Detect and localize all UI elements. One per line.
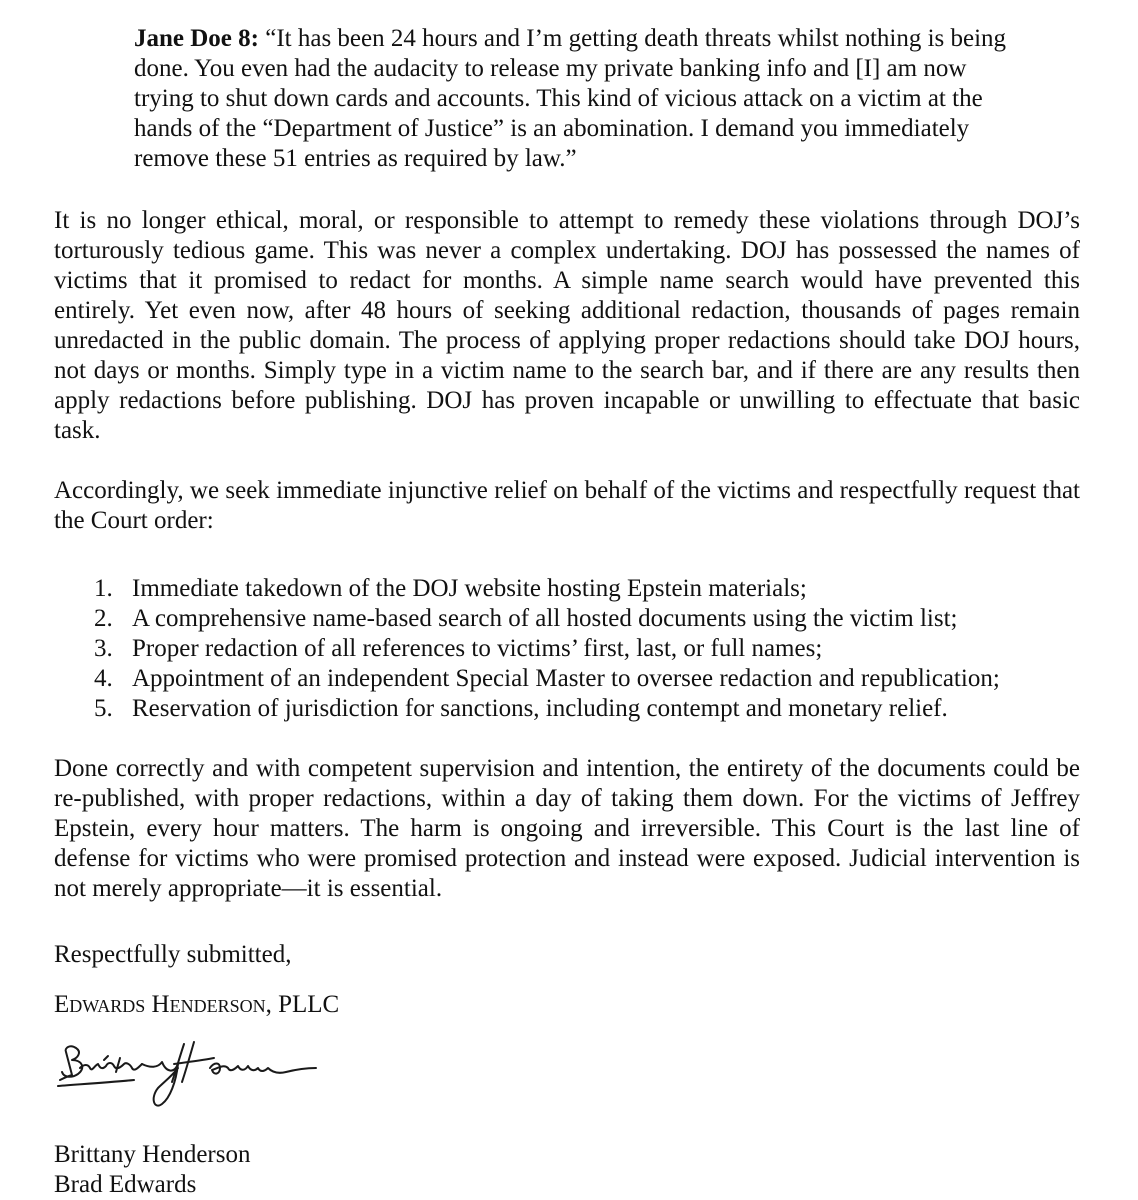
quote-speaker: Jane Doe 8: xyxy=(134,25,259,52)
paragraph-ethics: It is no longer ethical, moral, or responsible to attempt to remedy these violations through DOJ’s torturously tedious game. This was never a complex undertaking. DOJ has possessed the names of victims that it promised to redact for months. A simple name search would have prevented this entirely. Yet even now, after 48 hours of seeking additional redaction, thousands of pages remain unredacted in the public domain. The process of applying proper redactions should take DOJ hours, not days or months. Simply type in a victim name to the search bar, and if there are any results then apply redactions before publishing. DOJ has proven incapable or unwilling to effectuate that basic task. xyxy=(54,207,1080,444)
quote-text: “It has been 24 hours and I’m getting death threats whilst nothing is being done. You even had the audacity to release my private banking info and [I] am now trying to shut down cards and accounts. This kind of vicious attack on a victim at the hands of the “Department of Justice” is an abomination. I demand you immediately remove these 51 entries as required by law.” xyxy=(134,25,1007,172)
relief-item-text: A comprehensive name-based search of all hosted documents using the victim list; xyxy=(132,605,958,632)
victim-quote xyxy=(134,24,1014,174)
paragraph-conclusion: Done correctly and with competent supervision and intention, the entirety of the documents could be re-published, with proper redactions, within a day of taking them down. For the victims of Jeffrey Epstein, every hour matters. The harm is ongoing and irreversible. This Court is the last line of defense for victims who were promised protection and instead were exposed. Judicial intervention is not merely appropriate—it is essential. xyxy=(54,755,1080,902)
paragraph-relief-request: Accordingly, we seek immediate injunctive relief on behalf of the victims and respectfully request that the Court order: xyxy=(54,477,1080,534)
signer-name: Brittany Henderson xyxy=(54,1141,251,1168)
document-page xyxy=(54,24,1080,1200)
relief-item-text: Reservation of jurisdiction for sanctions, including contempt and monetary relief. xyxy=(132,695,948,722)
relief-item-text: Proper redaction of all references to victims’ first, last, or full names; xyxy=(132,635,823,662)
handwritten-signature xyxy=(54,1038,334,1118)
relief-list-item xyxy=(54,694,1080,724)
relief-item-text: Appointment of an independent Special Master to oversee redaction and republication; xyxy=(132,665,1000,692)
signer-name: Brad Edwards xyxy=(54,1171,197,1198)
relief-list xyxy=(54,574,1080,724)
relief-item-number: 2. xyxy=(94,605,113,632)
relief-list-item xyxy=(54,574,1080,604)
relief-item-text: Immediate takedown of the DOJ website hosting Epstein materials; xyxy=(132,575,807,602)
relief-item-number: 3. xyxy=(94,635,113,662)
firm-name: Edwards Henderson, PLLC xyxy=(54,991,340,1018)
relief-item-number: 4. xyxy=(94,665,113,692)
closing-line: Respectfully submitted, xyxy=(54,941,292,968)
relief-list-item xyxy=(54,664,1080,694)
relief-item-number: 5. xyxy=(94,695,113,722)
relief-item-number: 1. xyxy=(94,575,113,602)
relief-list-item xyxy=(54,604,1080,634)
signer-block xyxy=(54,1140,1080,1200)
relief-list-item xyxy=(54,634,1080,664)
